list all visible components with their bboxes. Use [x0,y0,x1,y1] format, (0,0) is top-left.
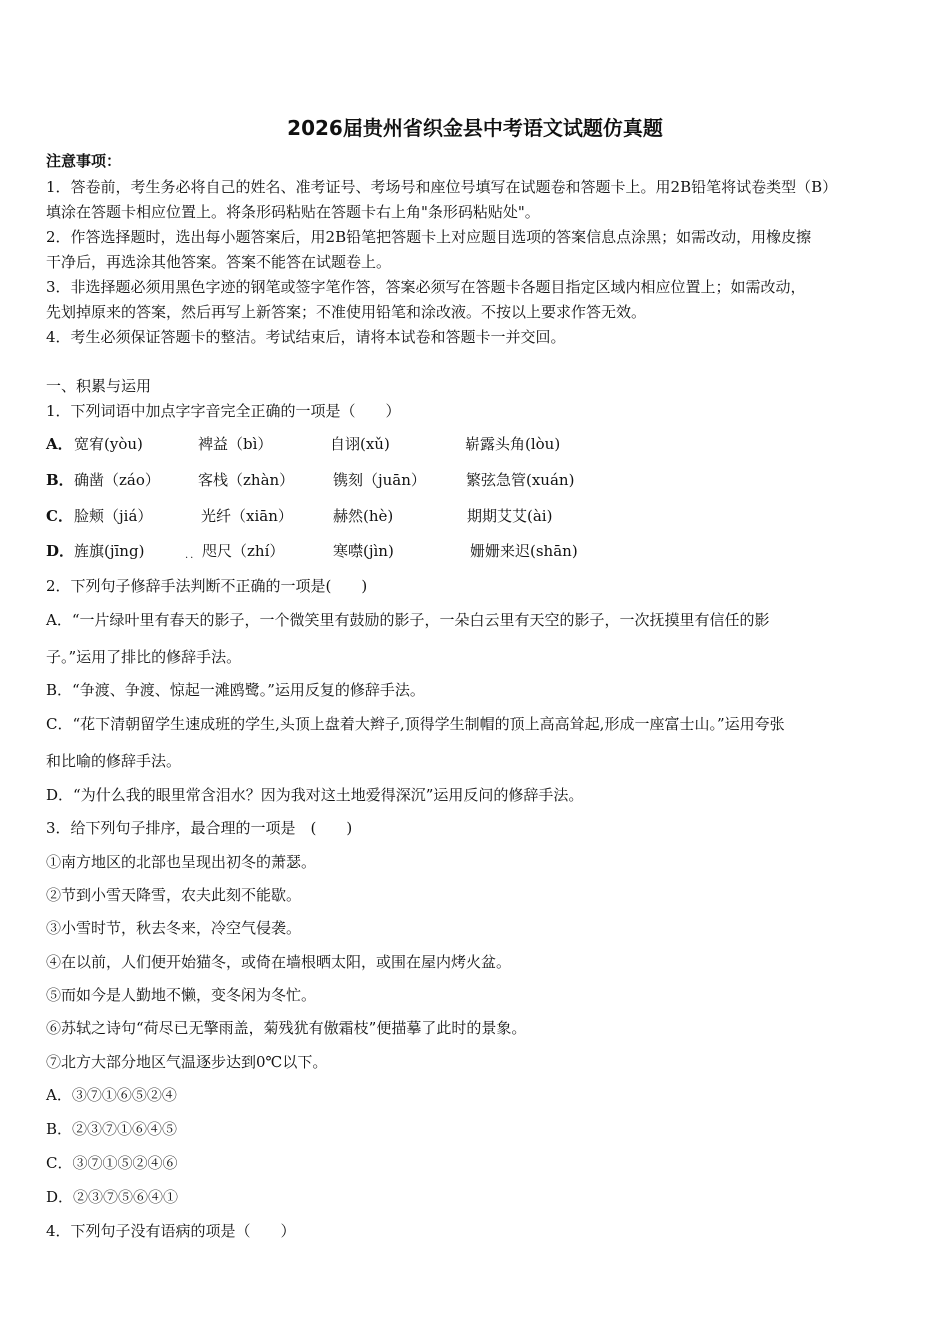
option-word: 赫然(hè) [333,507,394,525]
q3-option-b: B．②③⑦①⑥④⑤ [46,1120,178,1138]
section-heading: 一、积累与运用 [46,377,152,395]
option-label: A． [46,435,73,453]
option-word: 崭露头角(lòu) [465,435,561,453]
q3-sentence: ③小雪时节，秋去冬来，冷空气侵袭。 [46,919,302,937]
notice-line: 2．作答选择题时，选出每小题答案后，用2B铅笔把答题卡上对应题目选项的答案信息点涂黑；如需改动，用橡皮擦 [46,228,812,246]
question-2-stem: 2．下列句子修辞手法判断不正确的一项是( ) [46,577,368,595]
q2-option-d: D．“为什么我的眼里常含泪水？因为我对这土地爱得深沉”运用反问的修辞手法。 [46,786,584,804]
option-word: 咫尺（zhí） [202,542,285,560]
option-word: 姗姗来迟(shān) [470,542,578,560]
q3-sentence: ⑦北方大部分地区气温逐步达到0℃以下。 [46,1053,328,1071]
question-3-stem: 3．给下列句子排序，最合理的一项是 ( ) [46,819,353,837]
notice-line: 4．考生必须保证答题卡的整洁。考试结束后，请将本试卷和答题卡一并交回。 [46,328,566,346]
q3-sentence: ②节到小雪天降雪，农夫此刻不能歇。 [46,886,302,904]
q2-option-c: C．“花下清朝留学生速成班的学生,头顶上盘着大辫子,顶得学生制帽的顶上高高耸起,形成一座富士山。”运用夸张 [46,715,785,733]
q3-sentence: ④在以前，人们便开始猫冬，或倚在墙根晒太阳，或围在屋内烤火盆。 [46,953,512,971]
option-word: 旌旗(jīng) [74,542,145,560]
option-word: 确凿（záo） [74,471,160,489]
q3-sentence: ①南方地区的北部也呈现出初冬的萧瑟。 [46,853,317,871]
q2-option-a: A．“一片绿叶里有春天的影子，一个微笑里有鼓励的影子，一朵白云里有天空的影子，一次抚摸里有信任的影 [46,611,770,629]
option-label: C． [46,507,73,525]
notice-line: 填涂在答题卡相应位置上。将条形码粘贴在答题卡右上角"条形码粘贴处"。 [46,203,540,221]
option-word: 镌刻（juān） [333,471,426,489]
option-word: 自诩(xǔ) [330,435,390,453]
emphasis-dots: .. [185,550,196,561]
q3-sentence: ⑤而如今是人勤地不懒，变冬闲为冬忙。 [46,986,317,1004]
option-word: 宽宥(yòu) [74,435,143,453]
option-word: 寒噤(jìn) [333,542,394,560]
notice-line: 1．答卷前，考生务必将自己的姓名、准考证号、考场号和座位号填写在试题卷和答题卡上。用2B铅笔将试卷类型（B） [46,178,838,196]
notice-line: 干净后，再选涂其他答案。答案不能答在试题卷上。 [46,253,392,271]
page-title: 2026届贵州省织金县中考语文试题仿真题 [287,116,663,140]
notice-heading: 注意事项： [46,152,122,170]
q2-option-c-cont: 和比喻的修辞手法。 [46,752,182,770]
question-4-stem: 4．下列句子没有语病的项是（ ） [46,1222,296,1240]
option-word: 期期艾艾(ài) [467,507,553,525]
q2-option-b: B．“争渡、争渡、惊起一滩鸥鹭。”运用反复的修辞手法。 [46,681,425,699]
q3-option-d: D．②③⑦⑤⑥④① [46,1188,179,1206]
option-label: B． [46,471,74,489]
option-word: 脸颊（jiá） [74,507,153,525]
q3-sentence: ⑥苏轼之诗句“荷尽已无擎雨盖，菊残犹有傲霜枝”便描摹了此时的景象。 [46,1019,527,1037]
option-word: 繁弦急管(xuán) [466,471,575,489]
option-word: 光纤（xiān） [201,507,293,525]
notice-line: 3．非选择题必须用黑色字迹的钢笔或签字笔作答，答案必须写在答题卡各题目指定区域内相应位置上；如需改动， [46,278,806,296]
q2-option-a-cont: 子。”运用了排比的修辞手法。 [46,648,242,666]
notice-line: 先划掉原来的答案，然后再写上新答案；不准使用铅笔和涂改液。不按以上要求作答无效。 [46,303,647,321]
q3-option-a: A．③⑦①⑥⑤②④ [46,1086,177,1104]
option-word: 裨益（bì） [198,435,273,453]
q3-option-c: C．③⑦①⑤②④⑥ [46,1154,178,1172]
option-word: 客栈（zhàn） [198,471,295,489]
option-label: D． [46,542,75,560]
question-1-stem: 1．下列词语中加点字字音完全正确的一项是（ ） [46,402,401,420]
